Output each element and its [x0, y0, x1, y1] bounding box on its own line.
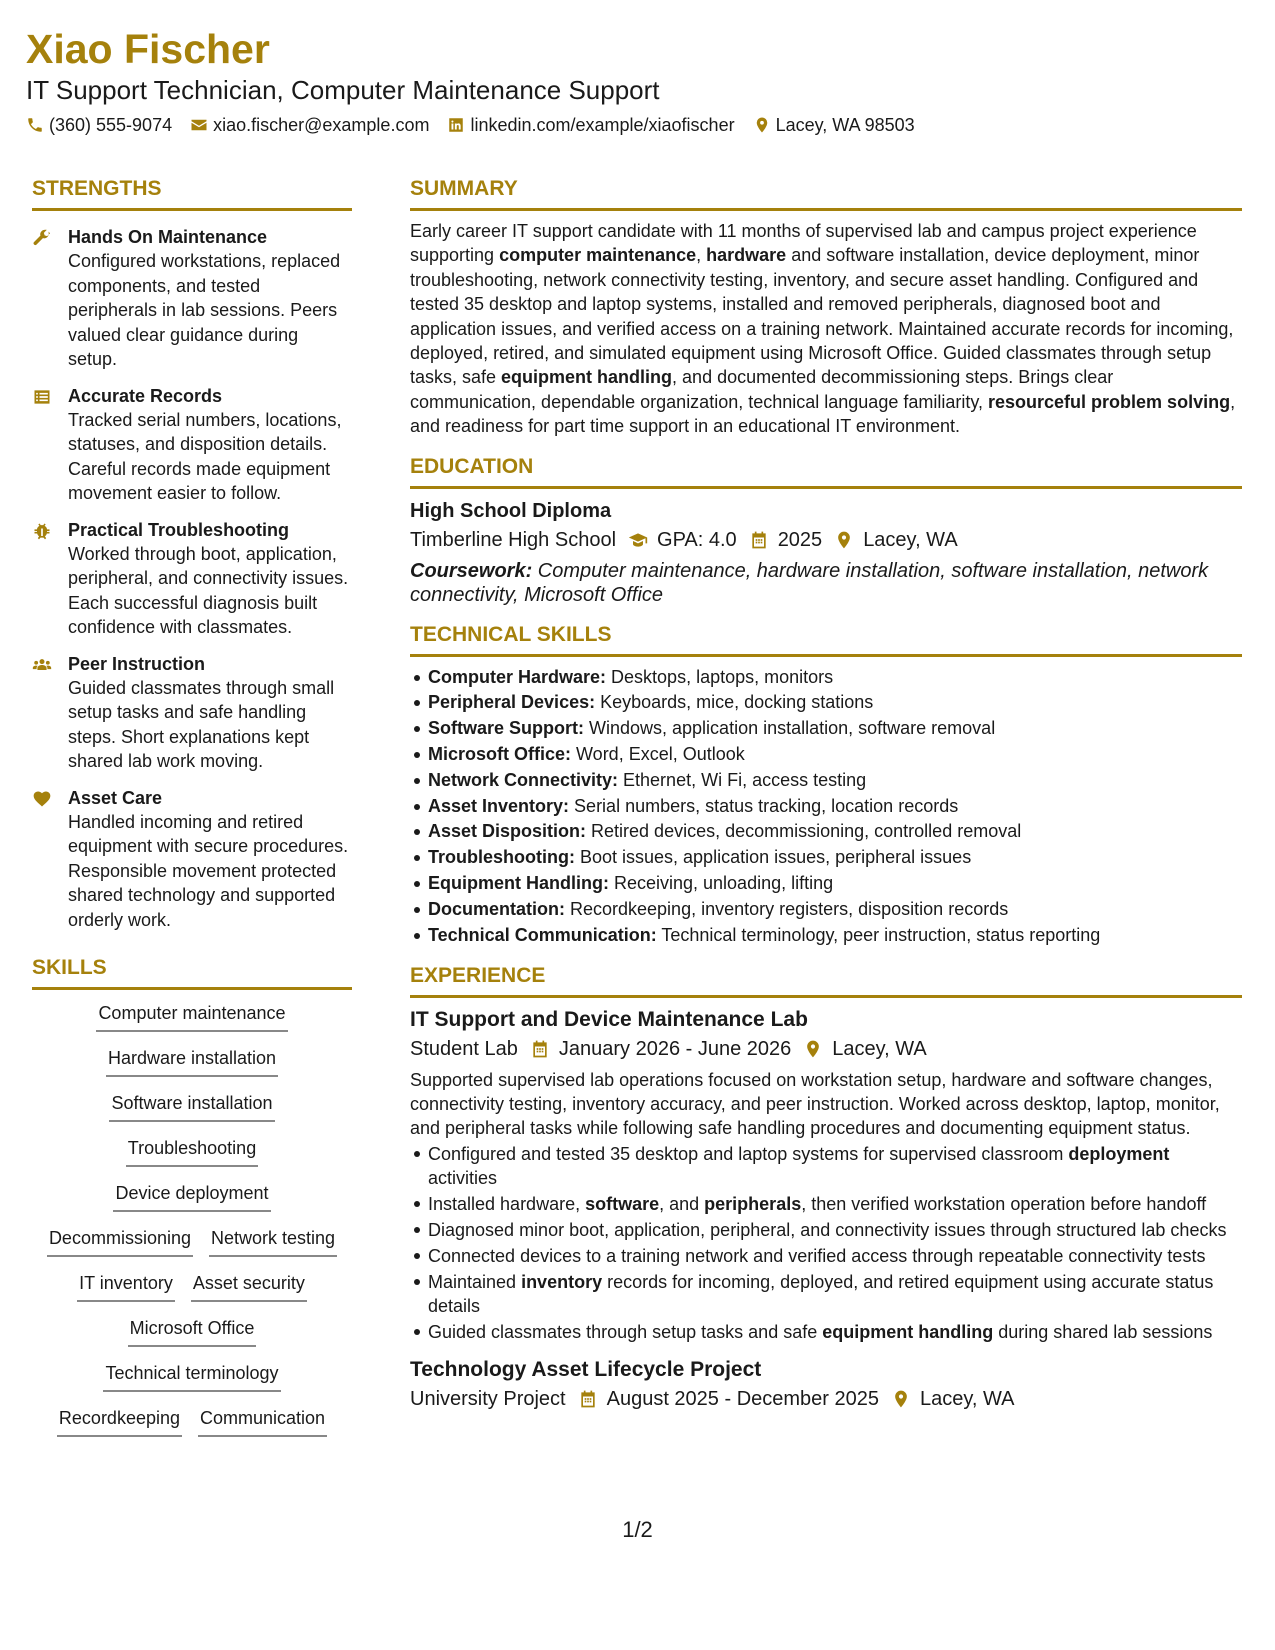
- job-dates: January 2026 - June 2026: [558, 1038, 792, 1061]
- experience-section: [410, 962, 1242, 1414]
- list-icon: [32, 387, 52, 407]
- skill-chip: Microsoft Office: [128, 1313, 257, 1347]
- skill-value: Technical terminology, peer instruction, status reporting: [656, 924, 1101, 945]
- experience-heading: EXPERIENCE: [410, 962, 1242, 998]
- map-pin-icon: [803, 1039, 823, 1059]
- linkedin-text: linkedin.com/example/xiaofischer: [470, 115, 735, 135]
- technical-skill-item: [428, 716, 1242, 742]
- technical-skill-item: [428, 768, 1242, 794]
- skill-label: Peripheral Devices:: [428, 692, 596, 713]
- job-location: Lacey, WA: [920, 1388, 1015, 1411]
- skill-label: Microsoft Office:: [428, 744, 572, 765]
- job-bullets: [410, 1142, 1242, 1344]
- skill-row: [32, 1223, 352, 1257]
- education-meta: [410, 525, 1242, 555]
- skill-chip: Hardware installation: [106, 1043, 278, 1077]
- education-heading: EDUCATION: [410, 453, 1242, 489]
- skill-chip: Recordkeeping: [57, 1403, 182, 1437]
- emphasis: inventory: [521, 1272, 603, 1293]
- coursework-list: Computer maintenance, hardware installation, software installation, network connectivity, Microsoft Office: [410, 559, 1209, 606]
- strength-title: Hands On Maintenance: [68, 227, 268, 247]
- strength-description: Guided classmates through small setup tasks and safe handling steps. Short explanations kept shared lab work moving.: [68, 677, 335, 771]
- email-text: xiao.fischer@example.com: [213, 115, 430, 135]
- strength-description: Handled incoming and retired equipment with secure procedures. Responsible movement protected shared technology and supported orderly work.: [68, 811, 349, 930]
- contact-location: [753, 112, 915, 138]
- technical-skills-section: [410, 621, 1242, 949]
- skill-row: [32, 998, 352, 1032]
- skill-chip: Computer maintenance: [96, 998, 287, 1032]
- emphasis: resourceful problem solving: [988, 391, 1231, 412]
- skill-label: Asset Inventory:: [428, 795, 570, 816]
- map-pin-icon: [834, 530, 854, 550]
- contact-email[interactable]: [190, 112, 429, 138]
- skill-chip: Asset security: [191, 1268, 307, 1302]
- strength-item: [32, 518, 352, 640]
- skill-label: Equipment Handling:: [428, 873, 609, 894]
- strength-item: [32, 384, 352, 506]
- skill-label: Documentation:: [428, 898, 565, 919]
- skill-chip: Technical terminology: [103, 1358, 280, 1392]
- skill-value: Windows, application installation, software removal: [584, 718, 996, 739]
- strength-item: [32, 786, 352, 933]
- skill-value: Retired devices, decommissioning, controlled removal: [586, 821, 1022, 842]
- skill-label: Technical Communication:: [428, 924, 657, 945]
- map-pin-icon: [891, 1389, 911, 1409]
- technical-skill-item: [428, 871, 1242, 897]
- strength-title: Accurate Records: [68, 385, 223, 406]
- strength-title: Asset Care: [68, 787, 163, 808]
- calendar-icon: [578, 1389, 598, 1409]
- skill-row: [32, 1088, 352, 1122]
- emphasis: equipment handling: [822, 1322, 994, 1343]
- contact-linkedin[interactable]: [447, 112, 734, 138]
- skill-row: [32, 1178, 352, 1212]
- skill-row: [32, 1043, 352, 1077]
- users-icon: [32, 655, 52, 675]
- skill-chip: Troubleshooting: [126, 1133, 258, 1167]
- strength-description: Configured workstations, replaced components, and tested peripherals in lab sessions. Peers valued clear guidance during setup.: [68, 251, 341, 369]
- skill-chip: Software installation: [109, 1088, 274, 1122]
- skills-heading: SKILLS: [32, 954, 352, 990]
- skill-row: [32, 1268, 352, 1302]
- job-bullet: Connected devices to a training network and verified access through repeatable connectivity tests: [428, 1244, 1242, 1268]
- summary-heading: SUMMARY: [410, 175, 1242, 211]
- technical-skill-item: [428, 923, 1242, 949]
- technical-skill-item: [428, 794, 1242, 820]
- strength-item: [32, 225, 352, 372]
- calendar-icon: [530, 1039, 550, 1059]
- skill-chip: IT inventory: [77, 1268, 175, 1302]
- skill-row: [32, 1358, 352, 1392]
- skill-value: Receiving, unloading, lifting: [608, 873, 834, 894]
- organization: Student Lab: [410, 1038, 518, 1061]
- gpa: GPA: 4.0: [657, 528, 737, 551]
- strength-item: [32, 652, 352, 774]
- graduation-cap-icon: [628, 530, 648, 550]
- technical-skill-item: [428, 819, 1242, 845]
- skill-value: Recordkeeping, inventory registers, disposition records: [565, 898, 1009, 919]
- strengths-list: [32, 225, 352, 932]
- location-text: Lacey, WA 98503: [775, 115, 915, 135]
- skill-value: Desktops, laptops, monitors: [606, 666, 834, 687]
- skill-value: Word, Excel, Outlook: [571, 744, 745, 765]
- strength-title: Practical Troubleshooting: [68, 519, 290, 540]
- strength-description: Worked through boot, application, peripheral, and connectivity issues. Each successful diagnosis built confidence with classmates.: [68, 543, 349, 637]
- contact-phone[interactable]: [26, 112, 172, 138]
- skill-value: Ethernet, Wi Fi, access testing: [618, 769, 867, 790]
- job-description: Supported supervised lab operations focused on workstation setup, hardware and software changes, connectivity testing, inventory accuracy, and peer instruction. Worked across desktop, laptop, monitor, and peripheral tasks while following safe handling procedures and documenting equipment status.: [410, 1070, 1220, 1139]
- calendar-icon: [749, 530, 769, 550]
- emphasis: deployment: [1068, 1144, 1170, 1165]
- job-bullet: Installed hardware, software, and peripherals, then verified workstation operation before handoff: [428, 1192, 1242, 1216]
- skill-label: Software Support:: [428, 718, 584, 739]
- graduation-year: 2025: [777, 528, 823, 551]
- skill-value: Boot issues, application issues, peripheral issues: [574, 847, 972, 868]
- skills-cloud: [32, 998, 352, 1448]
- job-title: Technology Asset Lifecycle Project: [410, 1358, 762, 1382]
- job-dates: August 2025 - December 2025: [606, 1388, 880, 1411]
- technical-skill-item: [428, 665, 1242, 691]
- wrench-icon: [32, 228, 52, 248]
- coursework-label: Coursework:: [410, 559, 533, 582]
- job-bullet: Configured and tested 35 desktop and laptop systems for supervised classroom deployment activities: [428, 1142, 1242, 1190]
- job-location: Lacey, WA: [832, 1038, 927, 1061]
- emphasis: software: [585, 1194, 660, 1215]
- job-bullet: Guided classmates through setup tasks and safe equipment handling during shared lab sessions: [428, 1320, 1242, 1344]
- skill-row: [32, 1313, 352, 1347]
- skill-label: Asset Disposition:: [428, 821, 587, 842]
- skill-chip: Decommissioning: [47, 1223, 193, 1257]
- emphasis: equipment handling: [501, 367, 673, 388]
- emphasis: peripherals: [704, 1194, 802, 1215]
- technical-skill-item: [428, 690, 1242, 716]
- school-location: Lacey, WA: [863, 528, 958, 551]
- skill-label: Network Connectivity:: [428, 769, 619, 790]
- school-name: Timberline High School: [410, 528, 617, 551]
- job-meta: [410, 1384, 1242, 1414]
- skill-chip: Communication: [198, 1403, 327, 1437]
- coursework: [410, 559, 1242, 607]
- experience-list: [410, 1006, 1242, 1414]
- phone-text: (360) 555-9074: [49, 115, 173, 135]
- experience-entry: [410, 1006, 1242, 1344]
- linkedin-icon: [447, 116, 465, 134]
- technical-skill-item: [428, 845, 1242, 871]
- technical-skill-item: [428, 897, 1242, 923]
- job-title: IT Support and Device Maintenance Lab: [410, 1008, 808, 1032]
- job-bullet: Diagnosed minor boot, application, peripheral, and connectivity issues through structured lab checks: [428, 1218, 1242, 1242]
- degree: High School Diploma: [410, 499, 612, 522]
- heart-icon: [32, 789, 52, 809]
- emphasis: hardware: [706, 245, 787, 266]
- right-column: [410, 175, 1242, 1414]
- education-section: [410, 453, 1242, 607]
- skill-label: Troubleshooting:: [428, 847, 575, 868]
- contact-bar: [26, 112, 1246, 138]
- strength-title: Peer Instruction: [68, 653, 206, 674]
- page-number: 1/2: [622, 1517, 653, 1542]
- phone-icon: [26, 116, 44, 134]
- strength-description: Tracked serial numbers, locations, statuses, and disposition details. Careful records made equipment movement easier to follow.: [68, 409, 342, 503]
- job-meta: [410, 1034, 1242, 1064]
- strengths-heading: STRENGTHS: [32, 175, 352, 211]
- skill-chip: Device deployment: [113, 1178, 270, 1212]
- job-bullet: Maintained inventory records for incoming, deployed, and retired equipment using accurate status details: [428, 1270, 1242, 1318]
- envelope-icon: [190, 116, 208, 134]
- experience-entry: [410, 1356, 1242, 1414]
- resume-header: [26, 24, 1246, 138]
- skill-label: Computer Hardware:: [428, 666, 607, 687]
- headline: IT Support Technician, Computer Maintenance Support: [26, 75, 660, 105]
- technical-skill-item: [428, 742, 1242, 768]
- skill-row: [32, 1403, 352, 1437]
- organization: University Project: [410, 1388, 566, 1411]
- bug-icon: [32, 521, 52, 541]
- skill-value: Serial numbers, status tracking, location records: [569, 795, 959, 816]
- summary-text: Early career IT support candidate with 11 months of supervised lab and campus project experience supporting computer maintenance, hardware and software installation, device deployment, minor troubleshooting, network connectivity testing, inventory, and secure asset handling. Configured and tested 35 desktop and laptop systems, installed and removed peripherals, diagnosed boot and application issues, and verified access on a training network. Maintained accurate records for incoming, deployed, retired, and simulated equipment using Microsoft Office. Guided classmates through setup tasks, safe equipment handling, and documented decommissioning steps. Brings clear communication, dependable organization, technical language familiarity, resourceful problem solving, and readiness for part time support in an educational IT environment.: [410, 221, 1236, 437]
- skill-row: [32, 1133, 352, 1167]
- left-column: [32, 175, 352, 1448]
- map-pin-icon: [753, 116, 771, 134]
- candidate-name: Xiao Fischer: [26, 26, 270, 72]
- skill-chip: Network testing: [209, 1223, 337, 1257]
- skill-value: Keyboards, mice, docking stations: [595, 692, 874, 713]
- emphasis: computer maintenance: [499, 245, 697, 266]
- technical-skills-list: [410, 665, 1242, 949]
- technical-skills-heading: TECHNICAL SKILLS: [410, 621, 1242, 657]
